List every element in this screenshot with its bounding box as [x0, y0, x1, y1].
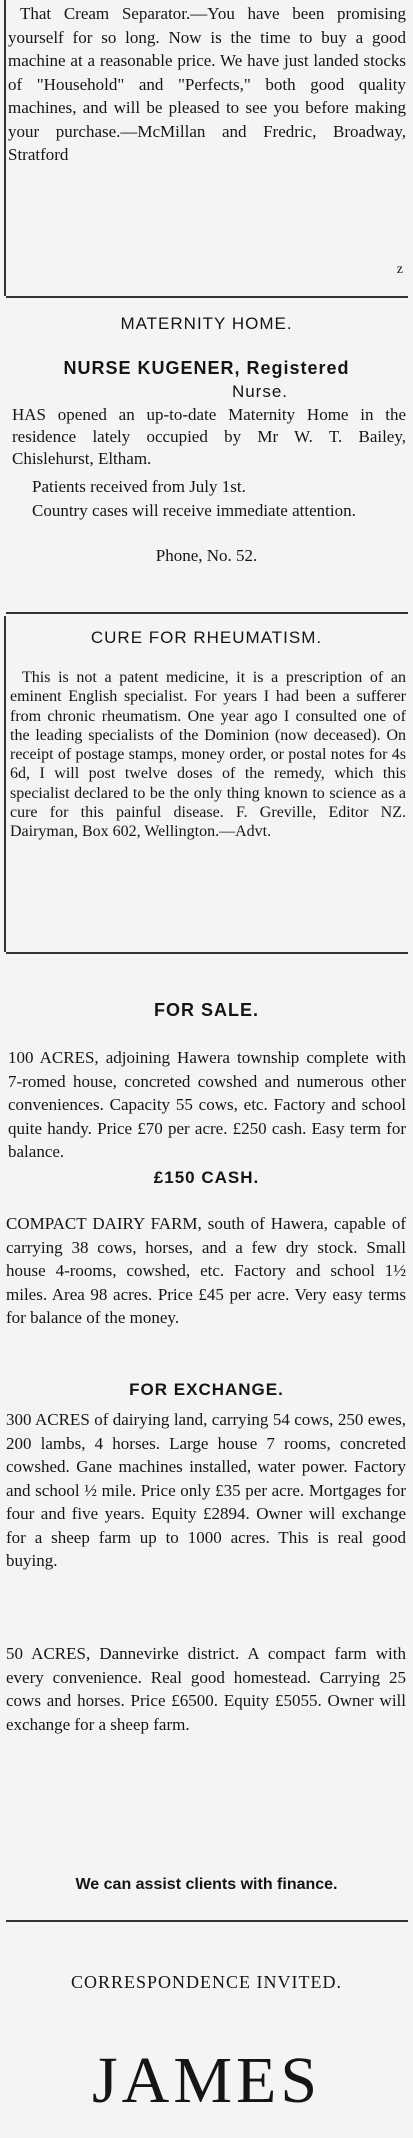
sale-listing-100-acres: 100 ACRES, adjoining Hawera township complete with 7-romed house, concreted cowshed and numerous other conveniences. Capacity 55 cows, etc. Factory and school quite handy. Price £70 per acre. £250 cash. Easy term for balance. — [8, 1048, 406, 1161]
cash-heading: £150 CASH. — [153, 1168, 260, 1187]
separator-notice-text: That Cream Separator.—You have been promising yourself for so long. Now is the time to buy a good machine at a reasonable price. We have just landed stocks of "Household" and "Perfects," both good quality machines, and will be pleased to see you before making your purchase.—McMillan and Fredric, Broadway, Stratford — [8, 4, 406, 164]
rheumatism-ad — [0, 616, 413, 952]
separator-notice — [0, 0, 413, 286]
maternity-ad — [0, 300, 413, 618]
maternity-patients: Patients received from July 1st. — [32, 477, 246, 496]
rheumatism-body: This is not a patent medicine, it is a prescription of an eminent English specialist. For years I had been a sufferer from chronic rheumatism. One year ago I consulted one of the leading specialists of the Dominion (now deceased). On receipt of postage stamps, money order, or postal notes for 4s 6d, I will post twelve doses of the remedy, which this specialist declared to be the only thing known to science as a cure for this painful disease. F. Greville, Editor NZ. Dairyman, Box 602, Wellington.—Advt. — [10, 669, 406, 841]
maternity-country: Country cases will receive immediate attention. — [32, 501, 356, 520]
left-border — [4, 0, 6, 296]
maternity-heading: MATERNITY HOME. — [120, 314, 293, 333]
correspondence-line: CORRESPONDENCE INVITED. — [70, 1972, 342, 1992]
left-border — [4, 616, 6, 952]
divider — [6, 952, 408, 954]
exchange-listing-50-acres: 50 ACRES, Dannevirke district. A compact farm with every convenience. Real good homestead. Carrying 25 cows and horses. Price £6500. Equity £5055. Owner will exchange for a sheep farm. — [6, 1644, 406, 1734]
agent-name: JAMES — [91, 2044, 322, 2117]
sale-listing-dairy-farm: COMPACT DAIRY FARM, south of Hawera, capable of carrying 38 cows, horses, and a few dry stock. Small house 4-rooms, cowshed, etc. Factory and school 1½ miles. Area 98 acres. Price £45 per acre. Very easy terms for balance of the money. — [6, 1214, 406, 1327]
exchange-heading: FOR EXCHANGE. — [129, 1380, 284, 1399]
exchange-ad — [0, 1380, 413, 1840]
nurse-name: NURSE KUGENER, Registered — [63, 358, 350, 378]
for-sale-heading: FOR SALE. — [153, 1000, 259, 1020]
maternity-body: HAS opened an up-to-date Maternity Home in the residence lately occupied by Mr W. T. Bailey, Chislehurst, Eltham. — [12, 405, 406, 468]
notice-mark: z — [396, 262, 403, 277]
finance-line: We can assist clients with finance. — [75, 1876, 338, 1893]
divider — [6, 1920, 408, 1922]
exchange-listing-300-acres: 300 ACRES of dairying land, carrying 54 cows, 250 ewes, 200 lambs, 4 horses. Large house 7 rooms, concreted cowshed. Gane machines installed, water power. Factory and school ½ mile. Price only £35 per acre. Mortgages for four and five years. Equity £2894. Owner will exchange for a sheep farm up to 1000 acres. This is real good buying. — [6, 1410, 406, 1570]
divider — [6, 296, 408, 298]
divider — [6, 612, 408, 614]
rheumatism-heading: CURE FOR RHEUMATISM. — [90, 628, 323, 647]
maternity-phone: Phone, No. 52. — [155, 546, 258, 565]
nurse-title: Nurse. — [231, 382, 289, 401]
